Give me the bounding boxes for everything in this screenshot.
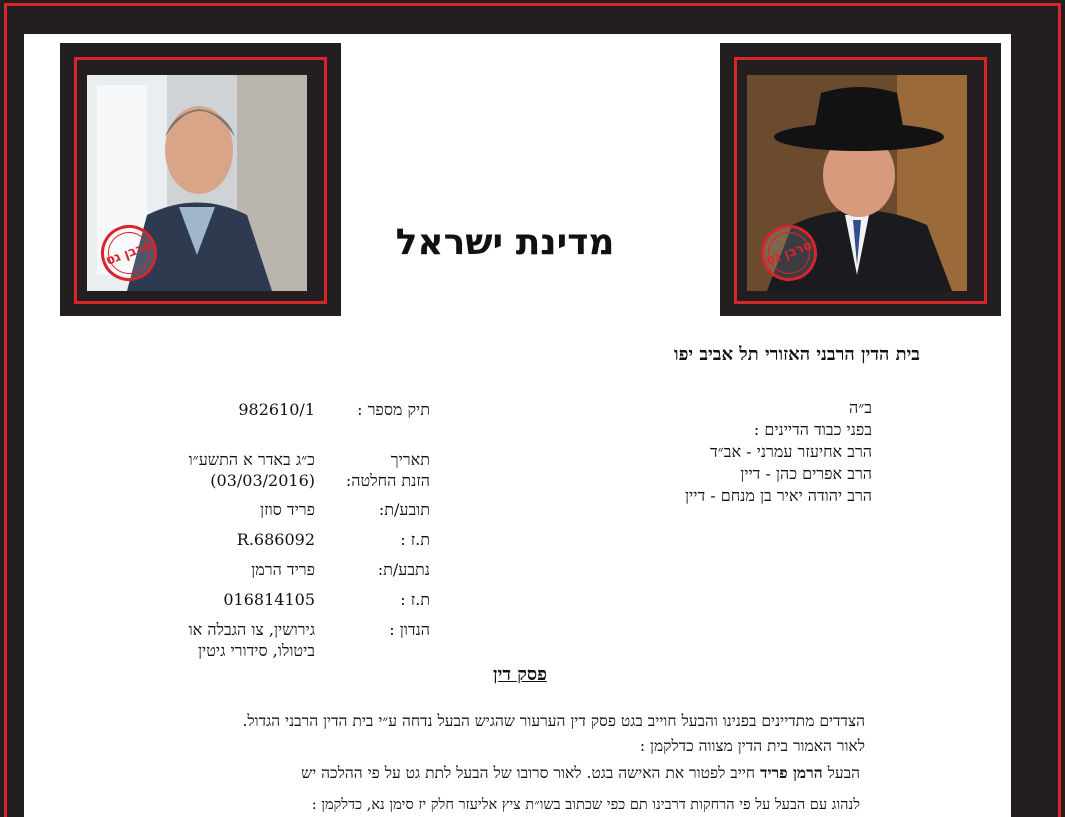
judges-intro: בפני כבוד הדיינים : [753, 420, 872, 439]
state-title: מדינת ישראל [395, 222, 615, 263]
refuser-stamp-left: סרבן גט [93, 217, 165, 289]
bh-mark: ב״ה [849, 398, 872, 417]
file-number-value: 982610/1 [238, 400, 315, 419]
defendant-id-label: ת.ז : [400, 590, 430, 609]
defendant-value: פריד הרמן [251, 560, 315, 579]
date-label-line2: הזנת החלטה: [345, 471, 430, 490]
defendant-name-bold: הרמן פריד [760, 763, 823, 782]
defendant-id-value: 016814105 [223, 590, 315, 609]
verdict-line-1: הצדדים מתדיינים בפנינו והבעל חוייב בגט פסק דין הערעור שהגיש הבעל נדחה ע״י בית הדין הרבני הגדול. [242, 712, 865, 730]
verdict-title: פסק דין [493, 664, 547, 685]
file-number-label: תיק מספר : [357, 400, 430, 419]
judge-3: הרב יהודה יאיר בן מנחם - דיין [684, 486, 872, 505]
verdict-line-4: לנהוג עם הבעל על פי הרחקות דרבינו תם כפי שכתוב בשו״ת ציץ אליעזר חלק יז סימן נא, כדלקמן : [311, 797, 860, 813]
plaintiff-id-value: R.686092 [236, 530, 315, 549]
judges-block [685, 397, 872, 507]
subject-value-line1: גירושין, צו הגבלה או [188, 620, 315, 639]
right-portrait-photo [747, 75, 967, 291]
judge-2: הרב אפרים כהן - דיין [740, 464, 872, 483]
left-portrait-photo [87, 75, 307, 291]
subject-label: הנדון : [389, 620, 430, 639]
date-value-gregorian: (03/03/2016) [210, 471, 315, 490]
plaintiff-value: פריד סוזן [260, 500, 315, 519]
date-label-line1: תאריך [390, 450, 430, 469]
left-photo-frame [60, 43, 341, 316]
subject-value-line2: ביטולו, סידורי גיטין [197, 641, 315, 660]
plaintiff-label: תובע/ת: [378, 500, 430, 519]
court-name: בית הדין הרבני האזורי תל אביב יפו [674, 344, 920, 365]
right-photo-frame [720, 43, 1001, 316]
date-value-hebrew: כ״ג באדר א התשע״ו [188, 450, 315, 469]
plaintiff-id-label: ת.ז : [400, 530, 430, 549]
verdict-line-3 [301, 763, 860, 783]
judge-1: הרב אחיעזר עמרני - אב״ד [709, 442, 872, 461]
verdict-line-3-prefix: הבעל [827, 764, 860, 782]
defendant-label: נתבע/ת: [377, 560, 430, 579]
verdict-line-2: לאור האמור בית הדין מצווה כדלקמן : [639, 737, 865, 755]
refuser-stamp-right: סרבן גט [753, 217, 825, 289]
verdict-line-3-rest: חייב לפטור את האישה בגט. לאור סרובו של הבעל לתת גט על פי ההלכה יש [301, 764, 756, 782]
